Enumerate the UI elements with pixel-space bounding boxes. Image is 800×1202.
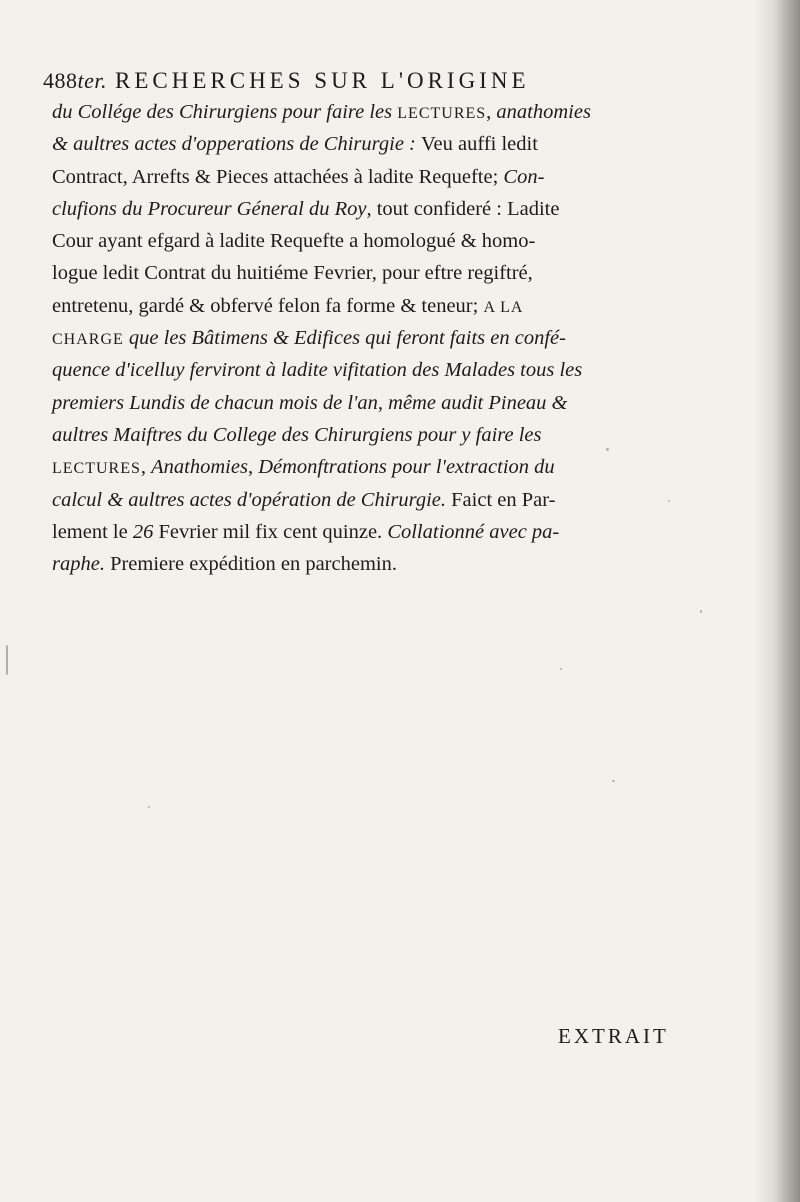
text-segment: anathomies xyxy=(496,101,591,123)
text-line xyxy=(52,387,772,419)
text-segment: que les Bâtimens & Edifices qui feront faits en confé- xyxy=(123,327,566,350)
text-line xyxy=(52,128,772,160)
text-line xyxy=(52,451,772,483)
paper-speck xyxy=(560,668,562,670)
text-segment: CHARGE xyxy=(52,331,124,349)
text-segment: , tout confideré : xyxy=(366,197,508,220)
body-text xyxy=(52,96,772,580)
paper-speck xyxy=(6,645,8,675)
text-line xyxy=(52,419,772,451)
text-line xyxy=(52,290,772,322)
text-segment: & aultres actes d'opperations de Chirurgie : xyxy=(52,133,421,156)
running-title: RECHERCHES SUR L'ORIGINE xyxy=(115,68,530,93)
text-line xyxy=(52,257,772,289)
text-line xyxy=(52,161,772,193)
text-segment: premiers Lundis de chacun mois de l'an, même audit Pineau & xyxy=(52,391,568,414)
text-segment: calcul & aultres actes d'opération de Chirurgie. xyxy=(52,488,452,511)
text-segment: Con- xyxy=(503,165,545,188)
text-segment: Contract, Arrefts & Pieces attachées à ladite Requefte; xyxy=(52,165,504,188)
text-segment: A LA xyxy=(483,298,524,316)
text-segment: Ladite xyxy=(507,197,560,220)
catchword: EXTRAIT xyxy=(558,1024,669,1048)
text-segment: Anathomies xyxy=(151,456,248,479)
text-segment: Faict en Par- xyxy=(451,488,556,511)
text-segment: Collationné avec pa- xyxy=(387,520,560,543)
text-segment: LECTURES xyxy=(52,460,141,478)
text-segment: Fevrier mil fix cent quinze. xyxy=(153,520,388,543)
text-line xyxy=(52,225,772,257)
text-line xyxy=(52,193,772,225)
running-head xyxy=(43,66,683,96)
text-segment: , xyxy=(247,456,259,479)
text-segment: LECTURES xyxy=(397,105,487,122)
text-segment: Veu xyxy=(421,133,453,156)
page-number-suffix: ter. xyxy=(77,68,107,93)
text-segment: ayant efgard à ladite Requefte a homologué & homo- xyxy=(93,230,536,253)
text-line xyxy=(52,96,772,128)
paper-speck xyxy=(700,610,702,613)
text-segment: aultres Maiftres du College des Chirurgiens pour y faire les xyxy=(52,423,542,446)
text-segment: Cour xyxy=(52,230,93,253)
text-segment: Premiere expédition en parchemin. xyxy=(104,553,397,576)
text-line xyxy=(52,354,772,386)
text-segment: quence d'icelluy ferviront à ladite vifitation des Malades tous les xyxy=(52,359,583,382)
page-number: 488 xyxy=(43,68,78,93)
text-segment: auffi ledit xyxy=(452,133,538,156)
text-segment: du Collége des Chirurgiens pour faire les xyxy=(52,101,398,123)
text-segment: logue ledit Contrat du huitiéme Fevrier, pour eftre regiftré, xyxy=(52,262,533,285)
text-line xyxy=(52,516,772,548)
paper-speck xyxy=(148,806,150,808)
text-segment: clufions du Procureur Géneral du Roy xyxy=(52,197,367,220)
paper-speck xyxy=(612,780,615,782)
text-line xyxy=(52,548,772,580)
text-segment: lement le xyxy=(52,520,133,543)
text-segment: 26 xyxy=(132,520,154,543)
text-segment: , xyxy=(140,456,152,479)
text-segment: Démonftrations pour l'extraction du xyxy=(258,456,555,479)
text-segment: entretenu, gardé & obfervé felon fa forme & teneur; xyxy=(52,294,484,317)
text-segment: raphe. xyxy=(52,553,105,576)
text-line xyxy=(52,484,772,516)
text-segment: , xyxy=(486,101,497,123)
text-line xyxy=(52,322,772,354)
